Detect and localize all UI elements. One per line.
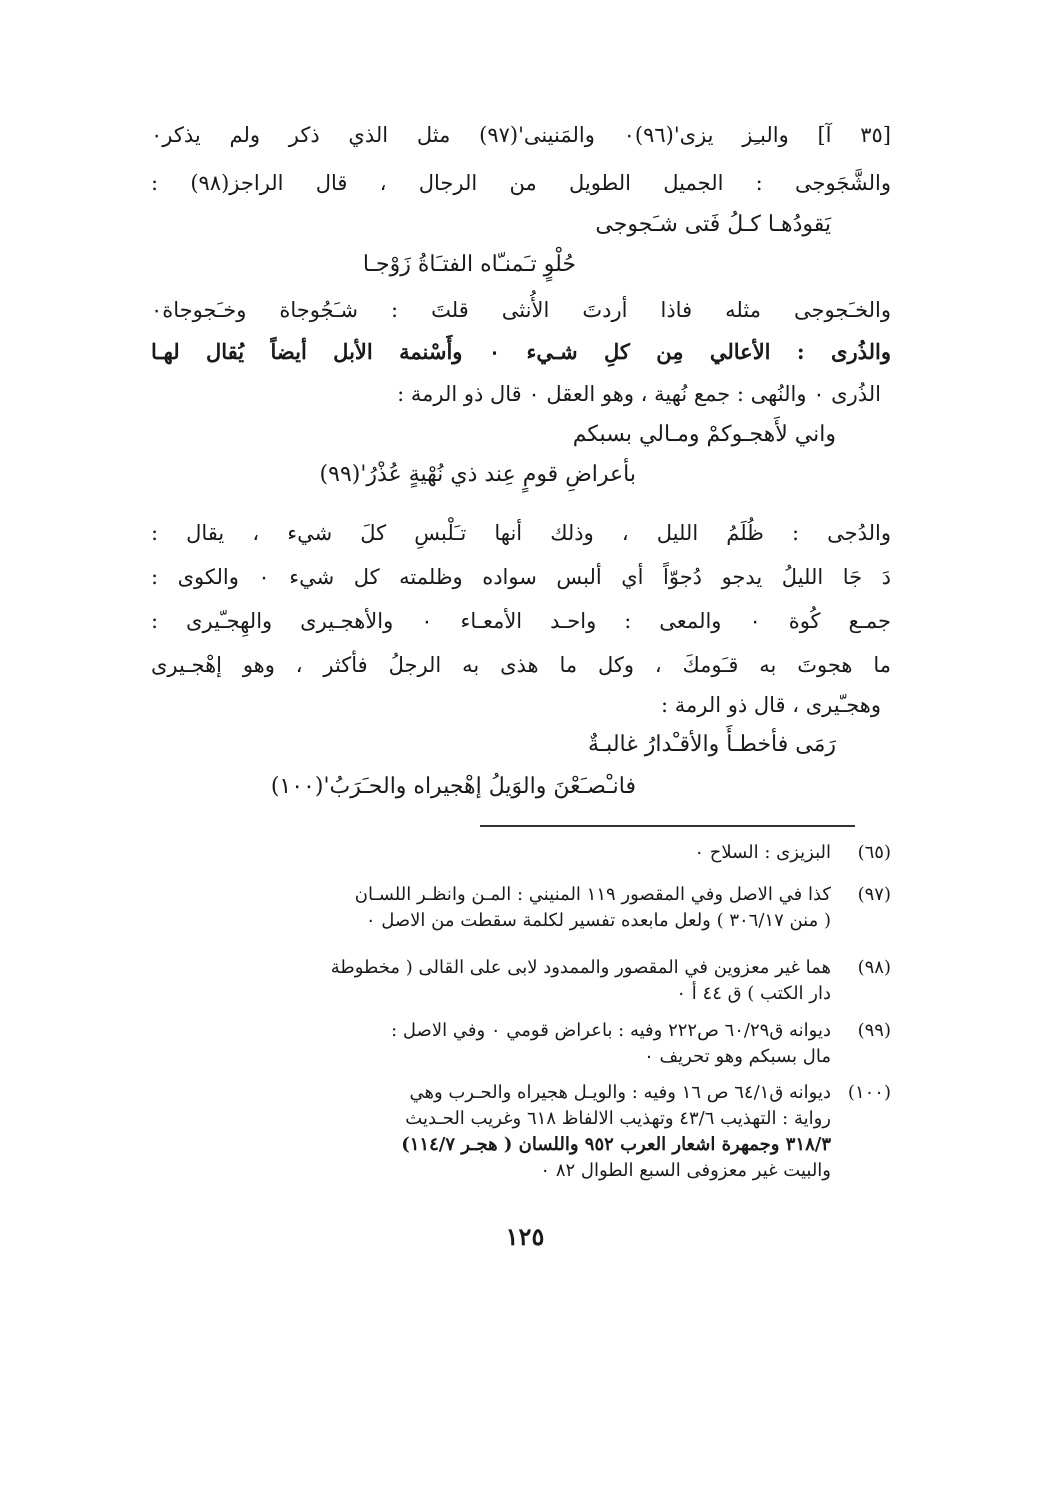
body-line-6: والدُجى : ظُلَمُ الليل ، وذلك أنها تـَلْبسِ كلَ شيء ، يقال :	[151, 521, 891, 545]
footnote-text	[201, 882, 831, 934]
verse-line-3: واني لأَهجـوكمْ ومـالي بسبكم	[572, 422, 836, 447]
footnote-number: (٩٩)	[857, 1020, 891, 1041]
verse-line-1: يَقودُهـا كـلُ فَتى شـَجوجى	[595, 212, 831, 237]
footnote-99	[201, 1018, 891, 1074]
body-line-10: وهجـّيرى ، قال ذو الرمة :	[660, 693, 881, 717]
verse-line-5: رَمَى فأخطـأَ والأقـْدارُ غالبـةٌ	[587, 732, 836, 757]
body-line-2: والشَّجَوجى : الجميل الطويل من الرجال ، قال الراجز(٩٨) :	[151, 171, 891, 195]
body-line-7: دَ جَا الليلُ يدجو دُجوّاً أي ألبس سواده وظلمته كل شيء ٠ والكوى :	[151, 565, 891, 589]
footnote-line: ديوانه ق٦٤/١ ص ١٦ وفيه : والويـل هجيراه والحـرب وهي	[409, 1082, 831, 1103]
footnote-line: البزيزى : السلاح ٠	[694, 842, 831, 863]
footnote-line: مال بسبكم وهو تحريف ٠	[644, 1046, 831, 1067]
footnote-text	[201, 1080, 831, 1184]
footnote-100	[201, 1080, 891, 1190]
footnote-text	[201, 840, 831, 866]
footnote-text	[201, 955, 831, 1007]
verse-line-6: فانـْصـَعْنَ والوَيلُ إهْجيراه والحـَرَبُ'(١٠٠)	[270, 774, 636, 799]
body-line-3: والخـَجوجى مثله فاذا أردتَ الأُنثى قلتَ : شـَجُوجاة وخـَجوجاة٠	[151, 298, 891, 322]
footnote-line: والبيت غير معزوفى السبع الطوال ٨٢ ٠	[540, 1160, 831, 1181]
footnote-separator	[480, 825, 855, 827]
footnote-98	[201, 955, 891, 1011]
body-line-4: والذُرى : الأعالي مِن كلِ شـيء ٠ وأَسْنمة الأبل أيضاً يُقال لهـا	[151, 339, 891, 364]
footnote-line: هما غير معزوين في المقصور والممدود لابى على القالى ( مخطوطة	[330, 957, 831, 978]
footnote-number: (١٠٠)	[847, 1082, 891, 1103]
body-line-1: [٣٥ آ] والبـِز يزى'(٩٦)٠ والمَنينى'(٩٧) مثل الذي ذكر ولم يذكر٠	[151, 123, 891, 147]
page-number: ١٢٥	[505, 1222, 545, 1251]
verse-line-4: بأعراضِ قومٍ عِند ذي نُهْيةٍ عُذْرُ'(٩٩)	[319, 462, 636, 487]
body-line-5: الذُرى ٠ والنُهى : جمع نُهية ، وهو العقل ٠ قال ذو الرمة :	[397, 382, 881, 406]
footnote-line: ( منن ٣٠٦/١٧ ) ولعل مابعده تفسير لكلمة سقطت من الاصل ٠	[365, 910, 831, 931]
footnote-number: (٦٥)	[857, 842, 891, 863]
footnote-number: (٩٧)	[857, 884, 891, 905]
body-line-8: جمـع كُوة ٠ والمعى : واحـد الأمعـاء ٠ والأهجـيرى والهِجـّيرى :	[151, 609, 891, 633]
footnote-97	[201, 882, 891, 938]
body-line-9: ما هجوتَ به قـَومكَ ، وكل ما هذى به الرجلُ فأكثر ، وهو إهْجـيرى	[151, 653, 891, 677]
footnote-65	[201, 840, 891, 870]
footnote-line: رواية : التهذيب ٤٣/٦ وتهذيب الالفاظ ٦١٨ وغريب الحـديث	[405, 1108, 831, 1129]
footnote-line: ٣١٨/٣ وجمهرة اشعار العرب ٩٥٢ واللسان ( هجـر ١١٤/٧)	[401, 1134, 831, 1155]
footnote-line: ديوانه ق٦٠/٢٩ ص٢٢٢ وفيه : باعراض قومي ٠ وفي الاصل :	[391, 1020, 831, 1041]
footnote-text	[201, 1018, 831, 1070]
verse-line-2: حُلْوٍ تـَمنـّاه الفتـَاةُ زَوْجـا	[362, 252, 576, 277]
footnote-line: دار الكتب ) ق ٤٤ أ ٠	[676, 983, 831, 1004]
footnote-number: (٩٨)	[857, 957, 891, 978]
footnote-line: كذا في الاصل وفي المقصور ١١٩ المنيني : المـن وانظـر اللسـان	[354, 884, 831, 905]
